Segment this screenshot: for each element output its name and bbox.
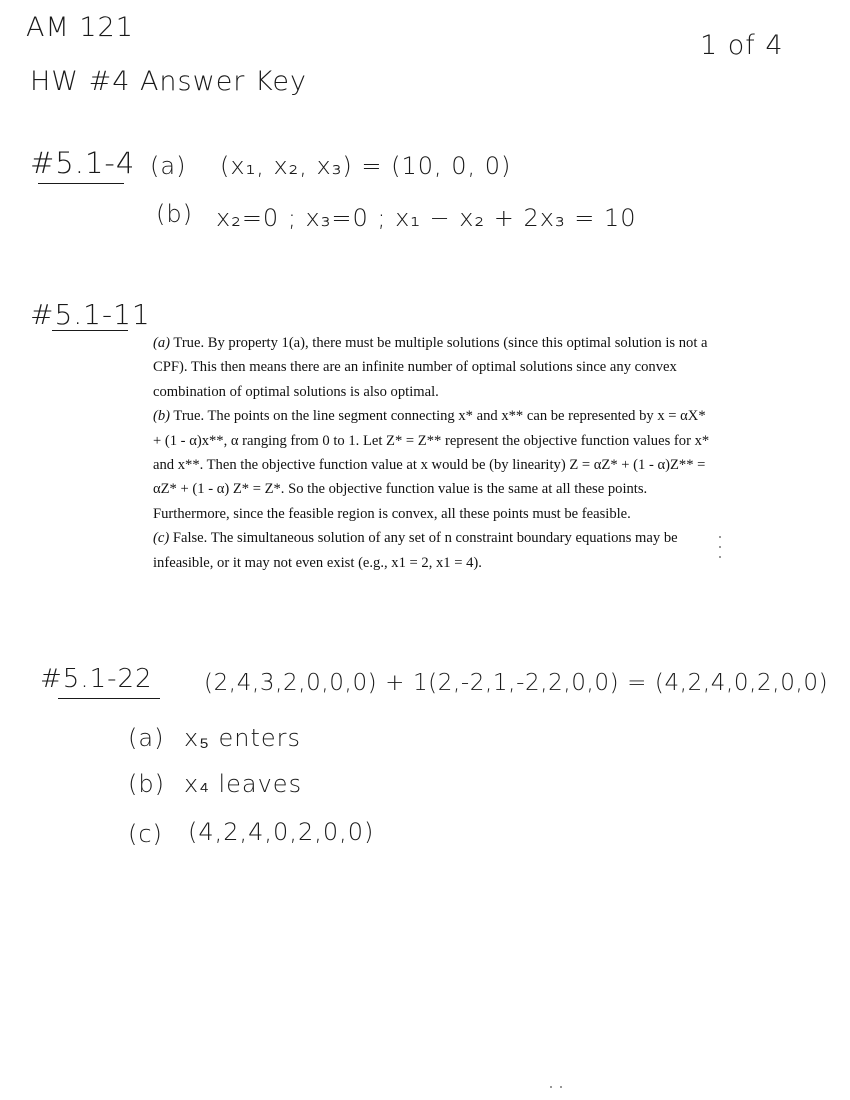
page-number: 1 of 4	[700, 30, 784, 61]
problem-5-1-22-part-b-answer: x₄ leaves	[184, 770, 303, 798]
course-label: AM 121	[26, 12, 134, 43]
problem-5-1-22-part-a-marker: (a)	[128, 724, 165, 752]
problem-5-1-22-part-b-marker: (b)	[128, 770, 165, 798]
problem-5-1-22-label: #5.1-22	[40, 664, 153, 694]
page-title: HW #4 Answer Key	[30, 66, 307, 97]
problem-5-1-4-underline	[38, 183, 124, 184]
problem-5-1-22-underline	[58, 698, 160, 699]
part-c-paragraph	[153, 526, 713, 575]
scan-speck	[719, 546, 721, 548]
scan-speck	[550, 1086, 552, 1088]
part-a-label: (a)	[153, 335, 171, 351]
part-b-paragraph	[153, 404, 713, 526]
problem-5-1-22-part-c-answer: (4,2,4,0,2,0,0)	[188, 818, 375, 846]
part-c-text: False. The simultaneous solution of any set of n constraint boundary equations may be infeasible, or it may not even exist (e.g., x1 = 2, x1 = 4).	[153, 530, 678, 571]
problem-5-1-22-part-a-answer: x₅ enters	[184, 724, 302, 752]
problem-5-1-22-part-c-marker: (c)	[128, 820, 163, 848]
part-b-text: True. The points on the line segment connecting x* and x** can be represented by x = αX* + (1 - α)x**, α ranging from 0 to 1. Let Z* = Z** represent the objective function values for x* and x**. Then the objective function value at x would be (by linearity) Z = αZ* + (1 - α)Z** = αZ* + (1 - α) Z* = Z*. So the objective function value is the same at all these points. Furthermore, since the feasible region is convex, all these points must be feasible.	[153, 408, 710, 522]
scan-speck	[719, 536, 721, 538]
problem-5-1-11-label: #5.1-11	[30, 298, 151, 331]
problem-5-1-4-part-a-marker: (a)	[150, 152, 187, 180]
scan-speck	[719, 556, 721, 558]
problem-5-1-4-part-a-answer: (x₁, x₂, x₃) = (10, 0, 0)	[220, 152, 512, 180]
problem-5-1-4-part-b-answer: x₂=0 ; x₃=0 ; x₁ − x₂ + 2x₃ = 10	[216, 204, 637, 232]
part-b-label: (b)	[153, 408, 171, 425]
part-a-paragraph	[153, 331, 713, 404]
part-c-label: (c)	[153, 530, 170, 547]
problem-5-1-4-part-b-marker: (b)	[156, 200, 193, 228]
part-a-text: True. By property 1(a), there must be multiple solutions (since this optimal solution is not a CPF). This then means there are an infinite number of optimal solutions since any convex combination of optimal solutions is also optimal.	[153, 335, 708, 400]
problem-5-1-11-underline	[52, 330, 128, 331]
problem-5-1-4-label: #5.1-4	[30, 146, 136, 180]
scan-speck	[560, 1086, 562, 1088]
problem-5-1-22-equation: (2,4,3,2,0,0,0) + 1(2,-2,1,-2,2,0,0) = (4,2,4,0,2,0,0)	[204, 670, 829, 696]
problem-5-1-11-answer-text	[153, 331, 713, 575]
